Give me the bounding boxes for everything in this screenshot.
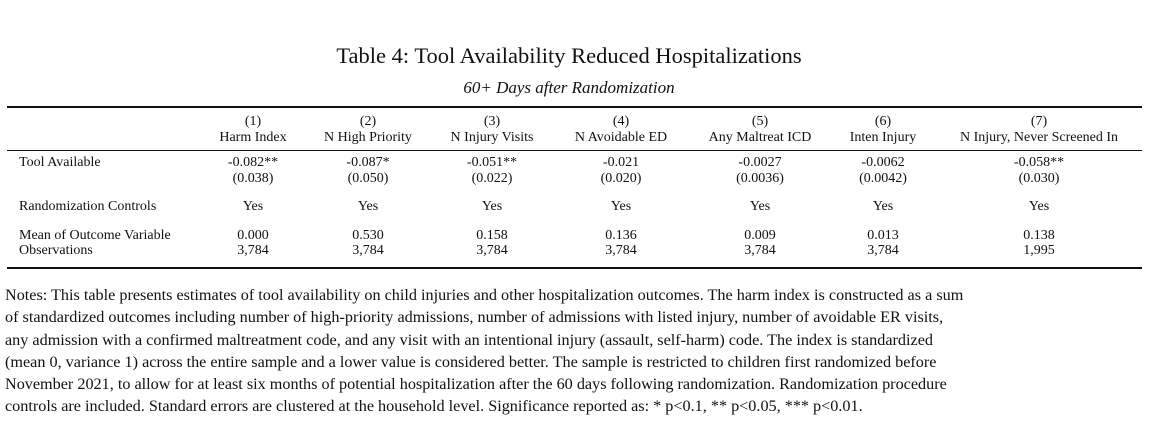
coefficient-cell: -0.082**: [227, 155, 279, 170]
coefficient-cell: -0.058**: [1013, 155, 1065, 170]
table-cell: 3,784: [237, 243, 269, 258]
column-header: Any Maltreat ICD: [708, 129, 812, 145]
table-row-randomization-controls: [7, 199, 1142, 215]
coefficient-cell: -0.0027: [738, 155, 782, 170]
column-header: N Injury, Never Screened In: [959, 129, 1119, 145]
table-cell: Yes: [872, 199, 894, 214]
row-label-blank: [7, 171, 202, 187]
column-number: (2): [359, 114, 377, 129]
table-cell: 0.530: [352, 227, 384, 243]
table-cell: 3,784: [605, 243, 637, 258]
column-number: (1): [244, 114, 262, 129]
coefficient-cell: -0.0062: [861, 155, 905, 170]
table-cell: Yes: [610, 199, 632, 214]
table-cell: 0.158: [476, 227, 508, 243]
table-row-tool-available: [7, 155, 1142, 171]
table-cell: 3,784: [476, 243, 508, 258]
column-number: (3): [483, 114, 501, 129]
standard-error-cell: (0.050): [347, 170, 389, 186]
standard-error-cell: (0.0036): [736, 170, 784, 186]
table-cell: Yes: [749, 199, 771, 214]
column-number: (5): [751, 114, 769, 129]
table-cell: Yes: [242, 199, 264, 214]
notes-line: any admission with a confirmed maltreatment code, and any visit with an intentional injury (assault, self-harm) code. The index is standardized: [5, 330, 933, 349]
notes-line: controls are included. Standard errors are clustered at the household level. Significance reported as: * p<0.1, ** p<0.05, *** p<0.01.: [5, 397, 863, 416]
table-cell: 3,784: [744, 243, 776, 258]
column-header: N Injury Visits: [450, 129, 534, 145]
results-table: [7, 114, 1142, 259]
table-row-observations: [7, 243, 1142, 259]
table-cell: Yes: [1028, 199, 1050, 214]
table-subtitle: 60+ Days after Randomization: [463, 78, 675, 97]
standard-error-cell: (0.030): [1018, 170, 1060, 186]
table-notes: [5, 284, 1140, 418]
column-header: Inten Injury: [849, 129, 917, 145]
notes-line: of standardized outcomes including number of high-priority admissions, number of admissions with listed injury, number of avoidable ER visits,: [5, 308, 944, 327]
coefficient-cell: -0.087*: [346, 155, 390, 170]
column-number-row: [7, 114, 1142, 130]
table-cell: Yes: [357, 199, 379, 214]
row-label: Mean of Outcome Variable: [19, 227, 171, 243]
table-row-standard-errors: [7, 171, 1142, 187]
coefficient-cell: -0.021: [602, 155, 640, 170]
header-blank: [7, 130, 202, 146]
column-header: Harm Index: [219, 129, 287, 145]
row-label: Tool Available: [19, 155, 101, 170]
notes-line: Notes: This table presents estimates of tool availability on child injuries and other hospitalization outcomes. The harm index is constructed as a sum: [5, 286, 964, 304]
standard-error-cell: (0.022): [471, 170, 513, 186]
table-cell: 0.000: [237, 227, 269, 243]
column-header-row: [7, 130, 1142, 146]
column-header: N Avoidable ED: [574, 129, 668, 145]
column-number: (7): [1030, 114, 1048, 129]
table-cell: 3,784: [867, 243, 899, 258]
column-number: (6): [874, 114, 892, 129]
top-rule: [7, 106, 1142, 108]
table-row-mean-outcome: [7, 228, 1142, 244]
table-cell: 0.136: [605, 227, 637, 243]
table-cell: 0.013: [867, 227, 899, 243]
table-cell: 0.138: [1023, 227, 1055, 243]
column-number: (4): [612, 114, 630, 129]
notes-line: (mean 0, variance 1) across the entire sample and a lower value is considered better. The sample is restricted to children first randomized before: [5, 352, 937, 371]
table-cell: 3,784: [352, 243, 384, 258]
standard-error-cell: (0.020): [600, 170, 642, 186]
table-title: Table 4: Tool Availability Reduced Hospitalizations: [336, 43, 802, 68]
standard-error-cell: (0.0042): [859, 170, 907, 186]
table-cell: 1,995: [1023, 243, 1055, 258]
bottom-rule: [7, 267, 1142, 269]
row-label: Observations: [19, 243, 93, 258]
table-cell: 0.009: [744, 227, 776, 243]
table-cell: Yes: [481, 199, 503, 214]
notes-line: November 2021, to allow for at least six months of potential hospitalization after the 60 days following randomization. Randomization procedure: [5, 375, 947, 394]
row-label: Randomization Controls: [19, 199, 157, 214]
header-blank: [7, 114, 202, 130]
coefficient-cell: -0.051**: [466, 155, 518, 170]
column-header: N High Priority: [324, 129, 412, 145]
standard-error-cell: (0.038): [232, 170, 274, 186]
